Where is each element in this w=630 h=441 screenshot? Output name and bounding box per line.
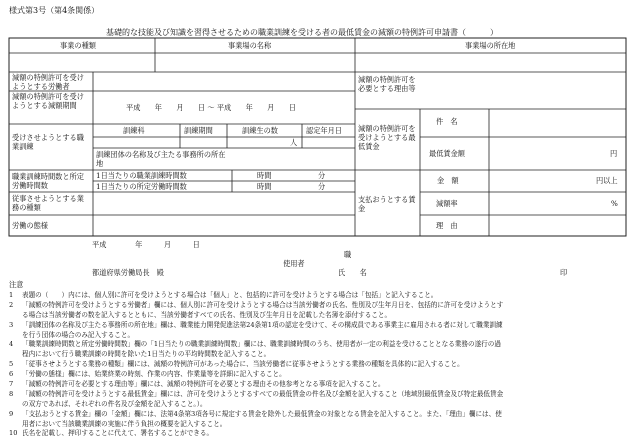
note-text: 「減額の特例許可を受けようとする最低賃金」欄には、許可を受けようとするすべての最低賃金の件名及び金額を記入すること（地域別最低賃金及び特定最低賃金 xyxy=(22,389,504,398)
note-text: る場合は当該労働者の数を記入するとともに、当該労働者すべての氏名、性別及び生年月日を記載した名簿を添付すること。 xyxy=(22,310,392,319)
training-col-date: 認定年月日 xyxy=(306,126,342,135)
note-number: 2 xyxy=(9,300,14,309)
wage-name-label: 件 名 xyxy=(436,117,458,126)
pay-amount-label: 金 額 xyxy=(437,176,459,185)
duty-label: 従事させようとする業務の種類 xyxy=(12,194,84,212)
training-label: 受けさせようとする職業訓練 xyxy=(12,133,84,151)
min-wage-label: 減額の特例許可を受けようとする最低賃金 xyxy=(358,124,416,151)
note-number: 4 xyxy=(9,340,14,349)
note-item xyxy=(9,301,624,311)
note-text: を行う団体の場合のみ記入すること。 xyxy=(22,330,135,339)
note-item xyxy=(9,410,624,420)
training-hours-label: 1日当たりの職業訓練時間数 xyxy=(96,171,187,180)
employer-label: 使用者 xyxy=(283,259,305,268)
yen-unit: 円 xyxy=(610,149,618,158)
form-label: 様式第3号（第4条関係） xyxy=(9,6,100,15)
note-item xyxy=(9,311,624,321)
form-title: 基礎的な技能及び知識を習得させるための職業訓練を受ける者の最低賃金の減額の特例許可申請書（ ） xyxy=(106,28,498,37)
reduction-label: 減額率 xyxy=(436,199,458,208)
director-label: 都道府県労働局長 殿 xyxy=(92,268,164,277)
note-item xyxy=(9,350,624,360)
note-text: 「労働の態様」欄には、始業終業の時刻、作業の内容、作業量等を詳細に記入すること。 xyxy=(22,370,286,379)
business-name-label: 事業場の名称 xyxy=(228,41,272,50)
note-item xyxy=(9,400,624,410)
training-col-period: 訓練期間 xyxy=(184,126,213,135)
note-text: 表題の（ ）内には、個人別に許可を受けようとする場合は「個人」と、包括的に許可を受けようとする場合は「包括」と記入すること。 xyxy=(22,291,438,299)
note-item xyxy=(9,291,624,301)
notes-list xyxy=(9,291,624,439)
work-hours-unit: 時間 xyxy=(257,182,272,191)
yen-over-unit: 円以上 xyxy=(596,176,618,185)
stamp-label: 印 xyxy=(560,268,568,277)
pay-label: 支払おうとする賃金 xyxy=(358,195,416,213)
note-number: 10 xyxy=(9,429,18,438)
training-col-course: 訓練科 xyxy=(123,126,145,135)
note-number: 9 xyxy=(9,409,14,418)
period-label: 減額の特例許可を受けようとする減額期間 xyxy=(12,92,84,110)
note-item xyxy=(9,390,624,400)
note-text: 「支払おうとする賃金」欄の「金額」欄には、法第4条第3項各号に規定する賃金を除外した最低賃金の対象となる賃金を記入すること。また、「理由」欄には、使 xyxy=(22,409,502,418)
reason-label: 減額の特例許可を必要とする理由等 xyxy=(358,75,416,93)
training-col-trainees: 訓練生の数 xyxy=(242,126,278,135)
reason2-label: 理 由 xyxy=(436,221,458,230)
work-minutes-unit: 分 xyxy=(318,182,326,191)
signature-date: 平成 年 月 日 xyxy=(92,240,200,249)
training-hours-unit: 時間 xyxy=(257,171,272,180)
note-item xyxy=(9,380,624,390)
note-number: 7 xyxy=(9,380,14,389)
note-item xyxy=(9,429,624,439)
note-number: 8 xyxy=(9,389,14,398)
note-item xyxy=(9,420,624,430)
note-number: 6 xyxy=(9,370,14,379)
business-type-label: 事業の種類 xyxy=(60,41,96,50)
note-text: 氏名を記載し、押印することに代えて、署名することができる。 xyxy=(22,429,214,438)
worker-label: 減額の特例許可を受けようとする労働者 xyxy=(12,73,84,91)
notes-title: 注意 xyxy=(9,280,24,289)
note-text: 「減額の特例許可を受けようとする労働者」欄には、個人別に許可を受けようとする場合は当該労働者の氏名、性別及び生年月日を、包括的に許可を受けようとす xyxy=(22,300,504,309)
note-item xyxy=(9,321,624,331)
note-text: の双方であれば、それぞれの件名及び金額を記入すること。）。 xyxy=(22,399,207,408)
hours-label: 職業訓練時間数と所定労働時間数 xyxy=(12,172,84,190)
note-text: 「訓練団体の名称及び主たる事務所の所在地」欄は、職業能力開発促進法第24条第1項の認定を受けて、その構成員である事業主に雇用される者に対して職業訓練 xyxy=(22,320,503,329)
note-text: 用者において当該職業訓練の実施に伴う負担の概要を記入すること。 xyxy=(22,419,227,428)
note-text: 「減額の特例許可を必要とする理由等」欄には、減額の特例許可を必要とする理由その他参考となる事項を記入すること。 xyxy=(22,380,385,389)
note-text: 程内において行う職業訓練の時間を除いた1日当たりの平均時間数を記入すること。 xyxy=(22,350,271,359)
note-item xyxy=(9,331,624,341)
note-item xyxy=(9,370,624,380)
note-item xyxy=(9,340,624,350)
percent-unit: % xyxy=(611,199,618,208)
note-number: 5 xyxy=(9,360,14,369)
training-minutes-unit: 分 xyxy=(318,171,326,180)
work-hours-label: 1日当たりの所定労働時間数 xyxy=(96,182,187,191)
note-text: 「職業訓練時間数と所定労働時間数」欄の「1日当たりの職業訓練時間数」欄には、職業訓練時間のうち、使用者が一定の利益を受けることとなる業務の遂行の過 xyxy=(22,340,501,349)
employment-label: 労働の態様 xyxy=(12,221,48,230)
note-text: 「従事させようとする業務の種類」欄には、減額の特例許可があった場合に、当該労働者に従事させようとする業務の種類を具体的に記入すること。 xyxy=(22,360,464,369)
note-number: 1 xyxy=(9,291,14,299)
note-number: 3 xyxy=(9,320,14,329)
org-label: 訓練団体の名称及び主たる事務所の所在地 xyxy=(96,150,226,168)
period-value: 平成 年 月 日 〜 平成 年 月 日 xyxy=(126,103,296,112)
min-wage-amount-label: 最低賃金額 xyxy=(429,149,465,158)
business-address-label: 事業場の所在地 xyxy=(465,41,516,50)
employer-name-label: 氏 名 xyxy=(338,268,367,277)
note-item xyxy=(9,360,624,370)
seal-text: 職 xyxy=(344,250,352,259)
trainee-unit: 人 xyxy=(290,138,298,147)
